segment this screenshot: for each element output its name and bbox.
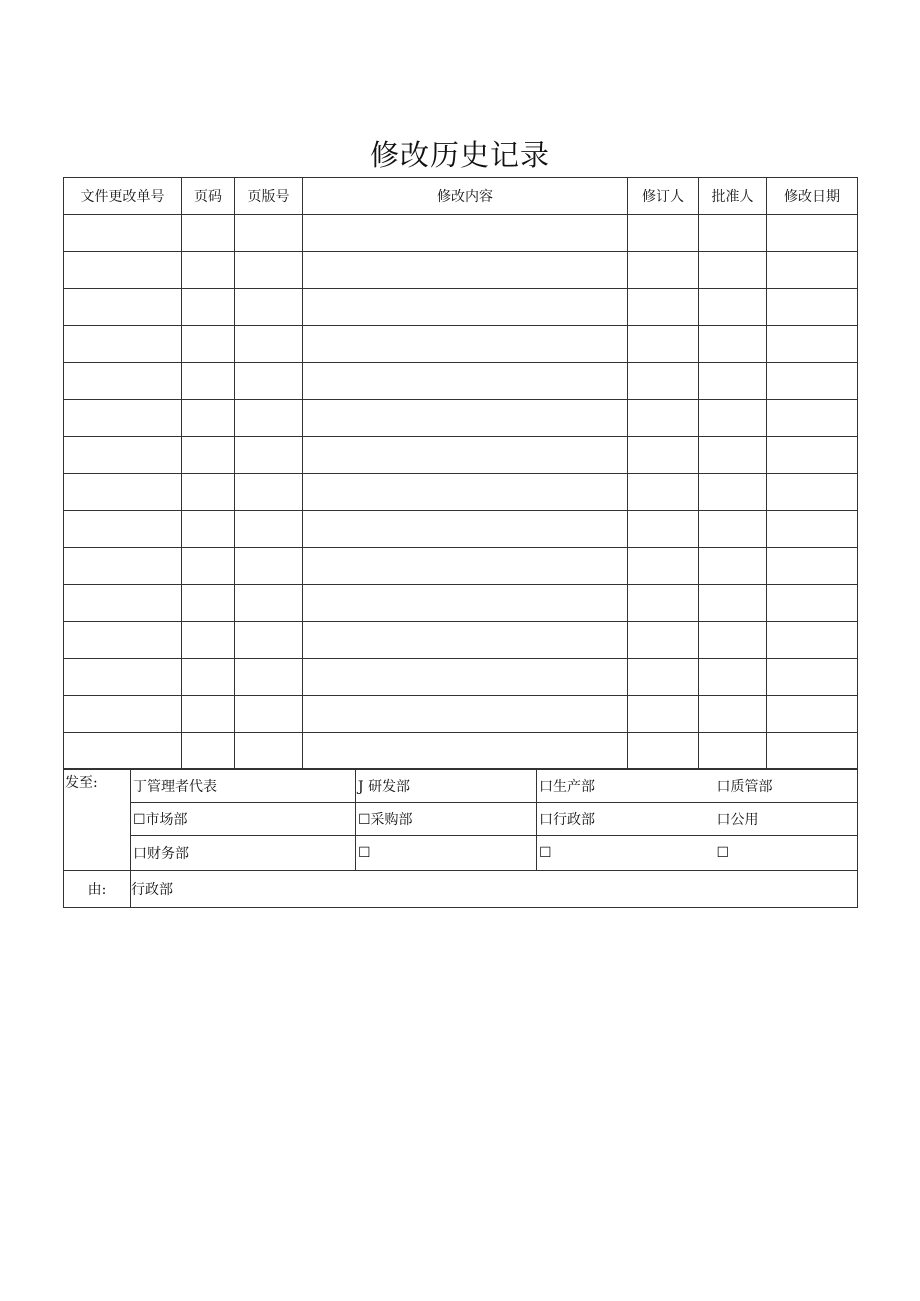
distribution-cell — [537, 803, 715, 836]
table-cell[interactable] — [628, 733, 699, 770]
table-cell[interactable] — [628, 585, 699, 622]
table-cell[interactable] — [182, 289, 235, 326]
issued-by-row — [64, 871, 858, 908]
table-cell[interactable] — [767, 733, 858, 770]
table-cell[interactable] — [235, 437, 303, 474]
table-cell[interactable] — [182, 474, 235, 511]
send-to-label: 发至: — [64, 769, 131, 871]
table-row — [64, 437, 858, 474]
table-cell[interactable] — [767, 511, 858, 548]
distribution-option-blank-2[interactable]: ☐ — [539, 845, 552, 861]
table-cell[interactable] — [235, 548, 303, 585]
table-row — [64, 400, 858, 437]
table-cell[interactable] — [303, 474, 628, 511]
column-header-page-version: 页版号 — [235, 178, 303, 215]
table-cell[interactable] — [64, 733, 182, 770]
table-cell[interactable] — [235, 474, 303, 511]
table-cell[interactable] — [628, 437, 699, 474]
table-cell[interactable] — [303, 289, 628, 326]
table-cell[interactable] — [235, 326, 303, 363]
table-cell[interactable] — [64, 437, 182, 474]
table-cell[interactable] — [767, 252, 858, 289]
table-cell[interactable] — [699, 733, 767, 770]
table-cell[interactable] — [182, 733, 235, 770]
table-cell[interactable] — [64, 252, 182, 289]
table-cell[interactable] — [303, 585, 628, 622]
table-cell[interactable] — [235, 659, 303, 696]
table-cell[interactable] — [182, 511, 235, 548]
table-cell[interactable] — [64, 474, 182, 511]
table-cell[interactable] — [64, 215, 182, 252]
distribution-row — [64, 769, 858, 803]
table-cell[interactable] — [628, 696, 699, 733]
column-header-reviser: 修订人 — [628, 178, 699, 215]
table-cell[interactable] — [767, 437, 858, 474]
table-cell[interactable] — [303, 400, 628, 437]
table-row — [64, 363, 858, 400]
table-row — [64, 511, 858, 548]
table-cell[interactable] — [699, 252, 767, 289]
table-cell[interactable] — [303, 437, 628, 474]
distribution-option-marketing-dept[interactable]: ☐市场部 — [133, 812, 188, 828]
table-cell[interactable] — [628, 659, 699, 696]
table-cell[interactable] — [699, 696, 767, 733]
table-row — [64, 326, 858, 363]
table-cell[interactable] — [628, 215, 699, 252]
table-cell[interactable] — [628, 548, 699, 585]
table-cell[interactable] — [628, 363, 699, 400]
table-cell[interactable] — [303, 622, 628, 659]
distribution-table — [63, 768, 858, 908]
table-row — [64, 622, 858, 659]
table-cell[interactable] — [64, 622, 182, 659]
table-cell[interactable] — [767, 400, 858, 437]
distribution-cell — [537, 769, 715, 803]
table-cell[interactable] — [628, 289, 699, 326]
table-cell[interactable] — [699, 474, 767, 511]
table-cell[interactable] — [303, 215, 628, 252]
table-row — [64, 659, 858, 696]
table-cell[interactable] — [182, 437, 235, 474]
table-cell[interactable] — [235, 585, 303, 622]
table-cell[interactable] — [235, 252, 303, 289]
distribution-cell — [537, 836, 715, 871]
table-row — [64, 696, 858, 733]
column-header-revision-content: 修改内容 — [303, 178, 628, 215]
distribution-cell — [356, 769, 537, 803]
table-cell[interactable] — [64, 326, 182, 363]
table-cell[interactable] — [303, 659, 628, 696]
history-table-body — [64, 215, 858, 770]
table-cell[interactable] — [767, 585, 858, 622]
table-cell[interactable] — [699, 437, 767, 474]
table-cell[interactable] — [64, 289, 182, 326]
table-cell[interactable] — [182, 326, 235, 363]
table-cell[interactable] — [628, 511, 699, 548]
table-cell[interactable] — [699, 289, 767, 326]
table-cell[interactable] — [64, 511, 182, 548]
distribution-option-purchasing-dept[interactable]: ☐采购部 — [358, 812, 413, 828]
distribution-option-quality-dept[interactable]: 口质管部 — [716, 778, 773, 795]
issued-by-value: 行政部 — [131, 871, 858, 908]
distribution-option-admin-dept[interactable]: 口行政部 — [539, 812, 595, 828]
table-cell[interactable] — [182, 659, 235, 696]
table-cell[interactable] — [699, 548, 767, 585]
table-cell[interactable] — [699, 622, 767, 659]
table-cell[interactable] — [767, 696, 858, 733]
table-cell[interactable] — [64, 659, 182, 696]
table-cell[interactable] — [235, 511, 303, 548]
table-row — [64, 289, 858, 326]
table-cell[interactable] — [303, 733, 628, 770]
table-cell[interactable] — [767, 474, 858, 511]
table-row — [64, 474, 858, 511]
table-cell[interactable] — [767, 215, 858, 252]
table-cell[interactable] — [182, 622, 235, 659]
table-cell[interactable] — [64, 696, 182, 733]
column-header-change-order-no: 文件更改单号 — [64, 178, 182, 215]
distribution-option-finance-dept[interactable]: 口财务部 — [133, 846, 189, 862]
table-cell[interactable] — [235, 622, 303, 659]
table-cell[interactable] — [628, 622, 699, 659]
table-cell[interactable] — [182, 363, 235, 400]
table-cell[interactable] — [303, 548, 628, 585]
table-cell[interactable] — [235, 289, 303, 326]
table-cell[interactable] — [235, 400, 303, 437]
table-row — [64, 215, 858, 252]
table-row — [64, 252, 858, 289]
table-cell[interactable] — [699, 363, 767, 400]
distribution-cell — [715, 769, 858, 803]
table-cell[interactable] — [767, 548, 858, 585]
distribution-option-public[interactable]: 口公用 — [716, 812, 759, 828]
table-cell[interactable] — [699, 659, 767, 696]
table-row — [64, 733, 858, 770]
table-cell[interactable] — [303, 252, 628, 289]
table-cell[interactable] — [182, 585, 235, 622]
table-row — [64, 548, 858, 585]
table-cell[interactable] — [303, 511, 628, 548]
column-header-page-no: 页码 — [182, 178, 235, 215]
table-cell[interactable] — [64, 400, 182, 437]
distribution-cell — [131, 769, 356, 803]
table-cell[interactable] — [699, 215, 767, 252]
table-cell[interactable] — [699, 511, 767, 548]
table-cell[interactable] — [182, 252, 235, 289]
table-cell[interactable] — [699, 585, 767, 622]
table-cell[interactable] — [182, 696, 235, 733]
table-cell[interactable] — [64, 363, 182, 400]
table-cell[interactable] — [767, 622, 858, 659]
table-cell[interactable] — [182, 548, 235, 585]
column-header-revision-date: 修改日期 — [767, 178, 858, 215]
table-cell[interactable] — [628, 400, 699, 437]
distribution-cell — [131, 836, 356, 871]
table-cell[interactable] — [628, 252, 699, 289]
column-header-approver: 批准人 — [699, 178, 767, 215]
table-cell[interactable] — [182, 400, 235, 437]
table-cell[interactable] — [699, 400, 767, 437]
table-cell[interactable] — [303, 696, 628, 733]
table-row — [64, 585, 858, 622]
table-cell[interactable] — [767, 659, 858, 696]
table-cell[interactable] — [767, 289, 858, 326]
table-cell[interactable] — [235, 215, 303, 252]
distribution-cell — [131, 803, 356, 836]
table-cell[interactable] — [182, 215, 235, 252]
table-cell[interactable] — [767, 326, 858, 363]
table-cell[interactable] — [303, 363, 628, 400]
table-cell[interactable] — [628, 474, 699, 511]
table-cell[interactable] — [699, 326, 767, 363]
distribution-option-management-rep[interactable]: 丁管理者代表 — [133, 778, 217, 795]
page-title: 修改历史记录 — [369, 138, 550, 172]
distribution-cell — [356, 836, 537, 871]
distribution-cell — [715, 803, 858, 836]
distribution-option-blank-3[interactable]: ☐ — [716, 845, 730, 861]
distribution-option-blank-1[interactable]: ☐ — [358, 845, 371, 861]
table-header-row — [64, 178, 858, 215]
table-cell[interactable] — [64, 548, 182, 585]
distribution-cell — [715, 836, 858, 871]
distribution-row — [64, 803, 858, 836]
table-cell[interactable] — [235, 733, 303, 770]
distribution-option-rd-dept[interactable]: J 研发部 — [358, 778, 411, 795]
table-cell[interactable] — [64, 585, 182, 622]
revision-history-table — [63, 177, 858, 770]
table-cell[interactable] — [628, 326, 699, 363]
table-cell[interactable] — [767, 363, 858, 400]
distribution-option-production-dept[interactable]: 口生产部 — [539, 778, 595, 795]
distribution-cell — [356, 803, 537, 836]
table-cell[interactable] — [235, 696, 303, 733]
issued-by-label: 由: — [64, 871, 131, 908]
distribution-row — [64, 836, 858, 871]
table-cell[interactable] — [235, 363, 303, 400]
table-cell[interactable] — [303, 326, 628, 363]
